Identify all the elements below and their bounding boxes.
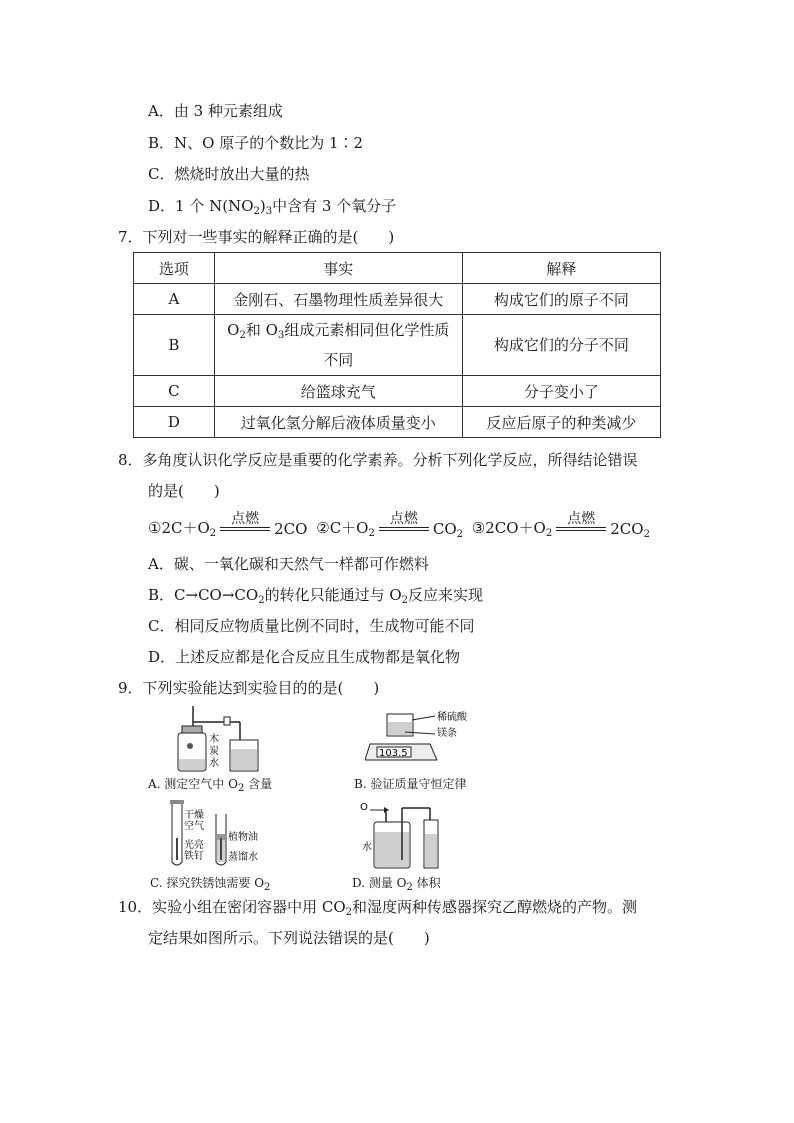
table-header: 事实 [214, 253, 462, 284]
equation-1: $①2C+O_2$ [148, 519, 217, 539]
label-dry: 干燥 [184, 810, 204, 821]
table-row [134, 376, 661, 407]
table-cell: $O_2$和 $O_3$组成元素相同但化学性质 不同 [214, 315, 462, 376]
figure-a-apparatus [160, 704, 290, 774]
figure-d-caption: D. 测量 $O_2$ 体积 [352, 876, 441, 893]
q6-option-b: B．N、O 原子的个数比为 1∶2 [148, 134, 364, 152]
equation-2: $②C+O_2$ [316, 519, 375, 539]
label-oxygen: O [360, 802, 368, 813]
label-dilute-sulfuric-acid: 稀硫酸 [437, 712, 467, 723]
table-cell: 过氧化氢分解后液体质量变小 [214, 407, 462, 438]
reaction-arrow: 点燃 [220, 508, 270, 538]
table-header: 选项 [134, 253, 215, 284]
scale-reading: 103.5 [379, 748, 408, 759]
q10-stem-line1: 10．实验小组在密闭容器中用 $CO_2$和湿度两种传感器探究乙醇燃烧的产物。测 [118, 898, 638, 918]
label-bright: 光亮 [184, 840, 204, 851]
figure-d-apparatus [358, 800, 458, 872]
q8-option-d: D．上述反应都是化合反应且生成物都是氧化物 [148, 648, 461, 666]
table-header: 解释 [462, 253, 660, 284]
q8-stem-line1: 8．多角度认识化学反应是重要的化学素养。分析下列化学反应，所得结论错误 [118, 451, 638, 469]
table-cell: A [134, 284, 215, 315]
label-vegetable-oil: 植物油 [228, 832, 258, 843]
table-cell: 构成它们的分子不同 [462, 315, 660, 376]
reaction-arrow: 点燃 [556, 508, 606, 538]
table-header-row [134, 253, 661, 284]
q6-option-a: A．由 3 种元素组成 [148, 102, 283, 120]
q6-option-d: D．1 个 $N(NO_2)_3$中含有 3 个氧分子 [148, 197, 397, 217]
table-row [134, 315, 661, 376]
reaction-arrow: 点燃 [379, 508, 429, 538]
q8-equations: $①2C+O_2$ 点燃 2CO $②C+O_2$ 点燃 $CO_2$ $③2CO+O_2$ 点燃 $2CO_2$ [148, 508, 650, 544]
figure-a-caption: A. 测定空气中 $O_2$ 含量 [148, 777, 273, 794]
label-air: 空气 [184, 821, 204, 832]
table-cell: 反应后原子的种类减少 [462, 407, 660, 438]
q10-stem-line2: 定结果如图所示。下列说法错误的是( ) [148, 929, 430, 947]
q8-option-c: C．相同反应物质量比例不同时，生成物可能不同 [148, 617, 475, 635]
table-row [134, 284, 661, 315]
q8-option-b: B．$C\to CO\to CO_2$的转化只能通过与 $O_2$反应来实现 [148, 586, 484, 606]
label-charcoal-2: 炭 [209, 746, 219, 757]
figure-b-apparatus [365, 710, 505, 770]
table-cell: 给篮球充气 [214, 376, 462, 407]
table-cell: 金刚石、石墨物理性质差异很大 [214, 284, 462, 315]
equation-3: $③2CO+O_2$ [471, 519, 553, 539]
table-cell: D [134, 407, 215, 438]
q6-option-c: C．燃烧时放出大量的热 [148, 165, 310, 183]
table-cell: B [134, 315, 215, 376]
q7-table [133, 252, 661, 438]
table-cell: 构成它们的原子不同 [462, 284, 660, 315]
figure-c-caption: C. 探究铁锈蚀需要 $O_2$ [150, 876, 271, 893]
label-distilled-water: 蒸馏水 [228, 852, 258, 863]
q8-option-a: A．碳、一氧化碳和天然气一样都可作燃料 [148, 555, 429, 573]
label-charcoal-1: 木 [209, 734, 219, 745]
label-magnesium-strip: 镁条 [437, 728, 457, 739]
label-water: 水 [209, 758, 219, 769]
q7-stem: 7．下列对一些事实的解释正确的是( ) [118, 228, 395, 246]
figure-c-apparatus [164, 800, 284, 870]
table-cell: C [134, 376, 215, 407]
figure-b-caption: B. 验证质量守恒定律 [354, 777, 467, 791]
table-cell: 分子变小了 [462, 376, 660, 407]
q8-stem-line2: 的是( ) [148, 482, 220, 500]
table-row [134, 407, 661, 438]
label-iron-nail: 铁钉 [184, 851, 204, 862]
label-water: 水 [362, 842, 372, 853]
q9-stem: 9．下列实验能达到实验目的的是( ) [118, 679, 380, 697]
